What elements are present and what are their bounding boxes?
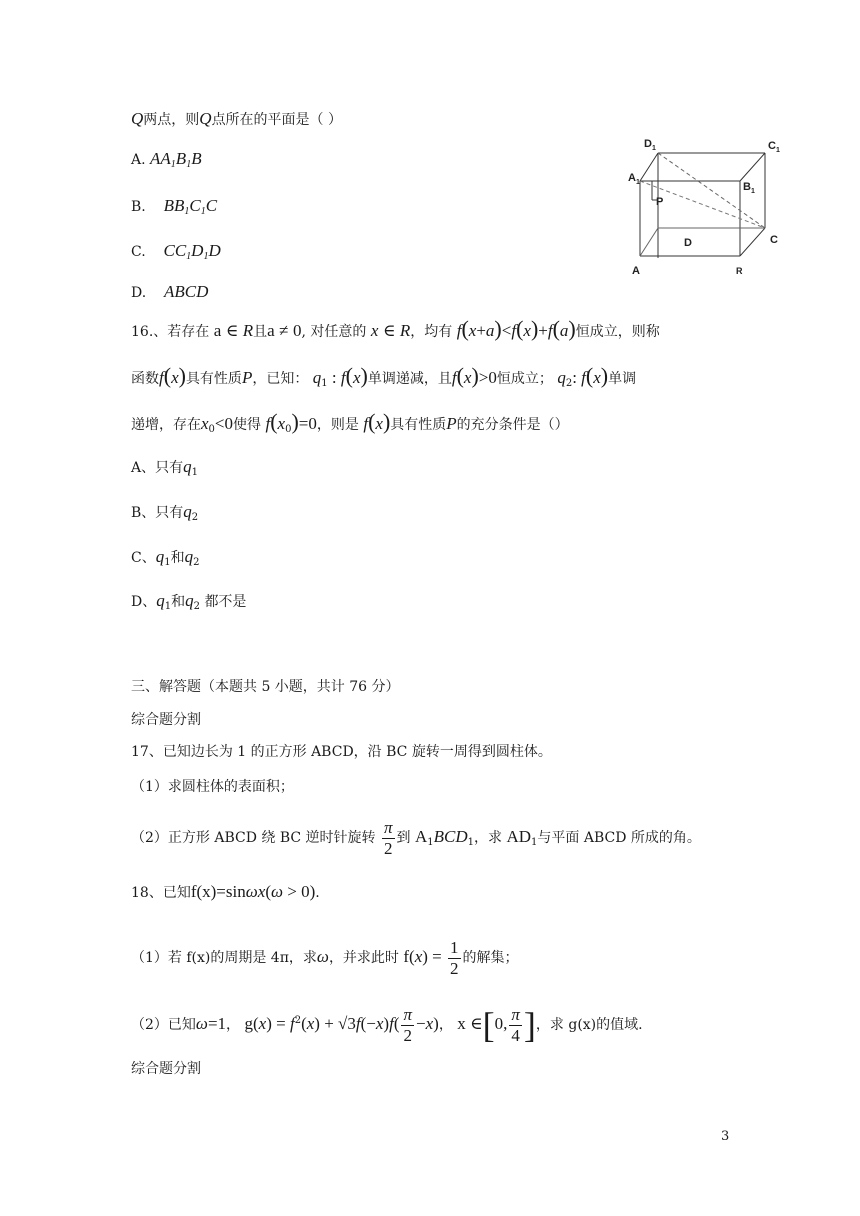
q16-option-b: B、只有$q_2$ (131, 502, 199, 523)
q17-stem: 17、已知边长为 1 的正方形 ABCD，沿 BC 旋转一周得到圆柱体。 (131, 744, 552, 760)
q17-part2: （2）正方形 ABCD 绕 BC 逆时针旋转 $\frac{\pi}{2}$ 到 $A_1BCD_1$，求 $AD_1$与平面 ABCD 所成的角。 (131, 818, 701, 858)
q16-option-a: A、只有$q_1$ (131, 457, 198, 478)
q15-stem: Q两点，则Q点所在的平面是（ ） (131, 109, 343, 128)
edge-bc (740, 228, 765, 256)
q16-line2: 函数f(x)具有性质P，已知： $q_1$ : f(x)单调递减，且f(x)>0恒成立； $q_2$: f(x)单调 (131, 363, 637, 389)
q15-option-a: A. $AA_1B_1B$ (131, 149, 202, 170)
q17-part1: （1）求圆柱体的表面积； (131, 779, 294, 795)
section-divider-2: 综合题分割 (131, 1061, 201, 1077)
q18-part2: （2）已知ω=1， $g(x) = f^2(x) + √3f(-x)f$( $\frac{\pi}{2}$ −x)， x ∈[0, $\frac{\pi}{4}$ ]，求 g(x)的值域. (131, 1005, 643, 1046)
q15-option-b: B. $BB_1C_1C$ (131, 196, 218, 217)
q15-option-c: C. $CC_1D_1D$ (131, 241, 221, 262)
label-d: D (684, 237, 692, 249)
label-c1: $C_1$ (768, 140, 780, 154)
label-p: P (656, 196, 664, 208)
q18-stem: 18、已知f(x)=sinωx(ω > 0). (131, 882, 320, 901)
section-heading: 三、解答题（本题共 5 小题，共计 76 分） (131, 679, 400, 695)
label-a: A (632, 265, 640, 277)
section-divider: 综合题分割 (131, 712, 201, 728)
label-c: C (770, 234, 778, 246)
q16-option-c: C、$q_1$和$q_2$ (131, 547, 200, 568)
edge-ad (640, 228, 658, 256)
label-r: R (736, 266, 743, 276)
label-b1: $B_1$ (743, 181, 755, 195)
edge-d1a1 (640, 153, 658, 181)
cube-figure (630, 128, 790, 278)
q18-part1: （1）若 f(x)的周期是 4π，求ω，并求此时 f(x) = $\frac{1}{2}$ 的解集； (131, 938, 519, 978)
q16-line1: 16.、若存在 a ∈ R且a ≠ 0, 对任意的 x ∈ R，均有 f(x+a)<f(x)+f(a)恒成立，则称 (131, 316, 660, 341)
label-d1: $D_1$ (644, 138, 656, 152)
q15-option-d: D. ABCD (131, 282, 209, 301)
q16-line3: 递增，存在$x_0<0$使得 $f(x_0)=0$，则是 f(x)具有性质P的充分条件是（） (131, 409, 569, 435)
page-number: 3 (721, 1129, 730, 1144)
label-a1: $A_1$ (628, 172, 640, 186)
edge-c1b1 (740, 153, 765, 181)
q16-option-d: D、$q_1$和$q_2$ 都不是 (131, 591, 247, 612)
